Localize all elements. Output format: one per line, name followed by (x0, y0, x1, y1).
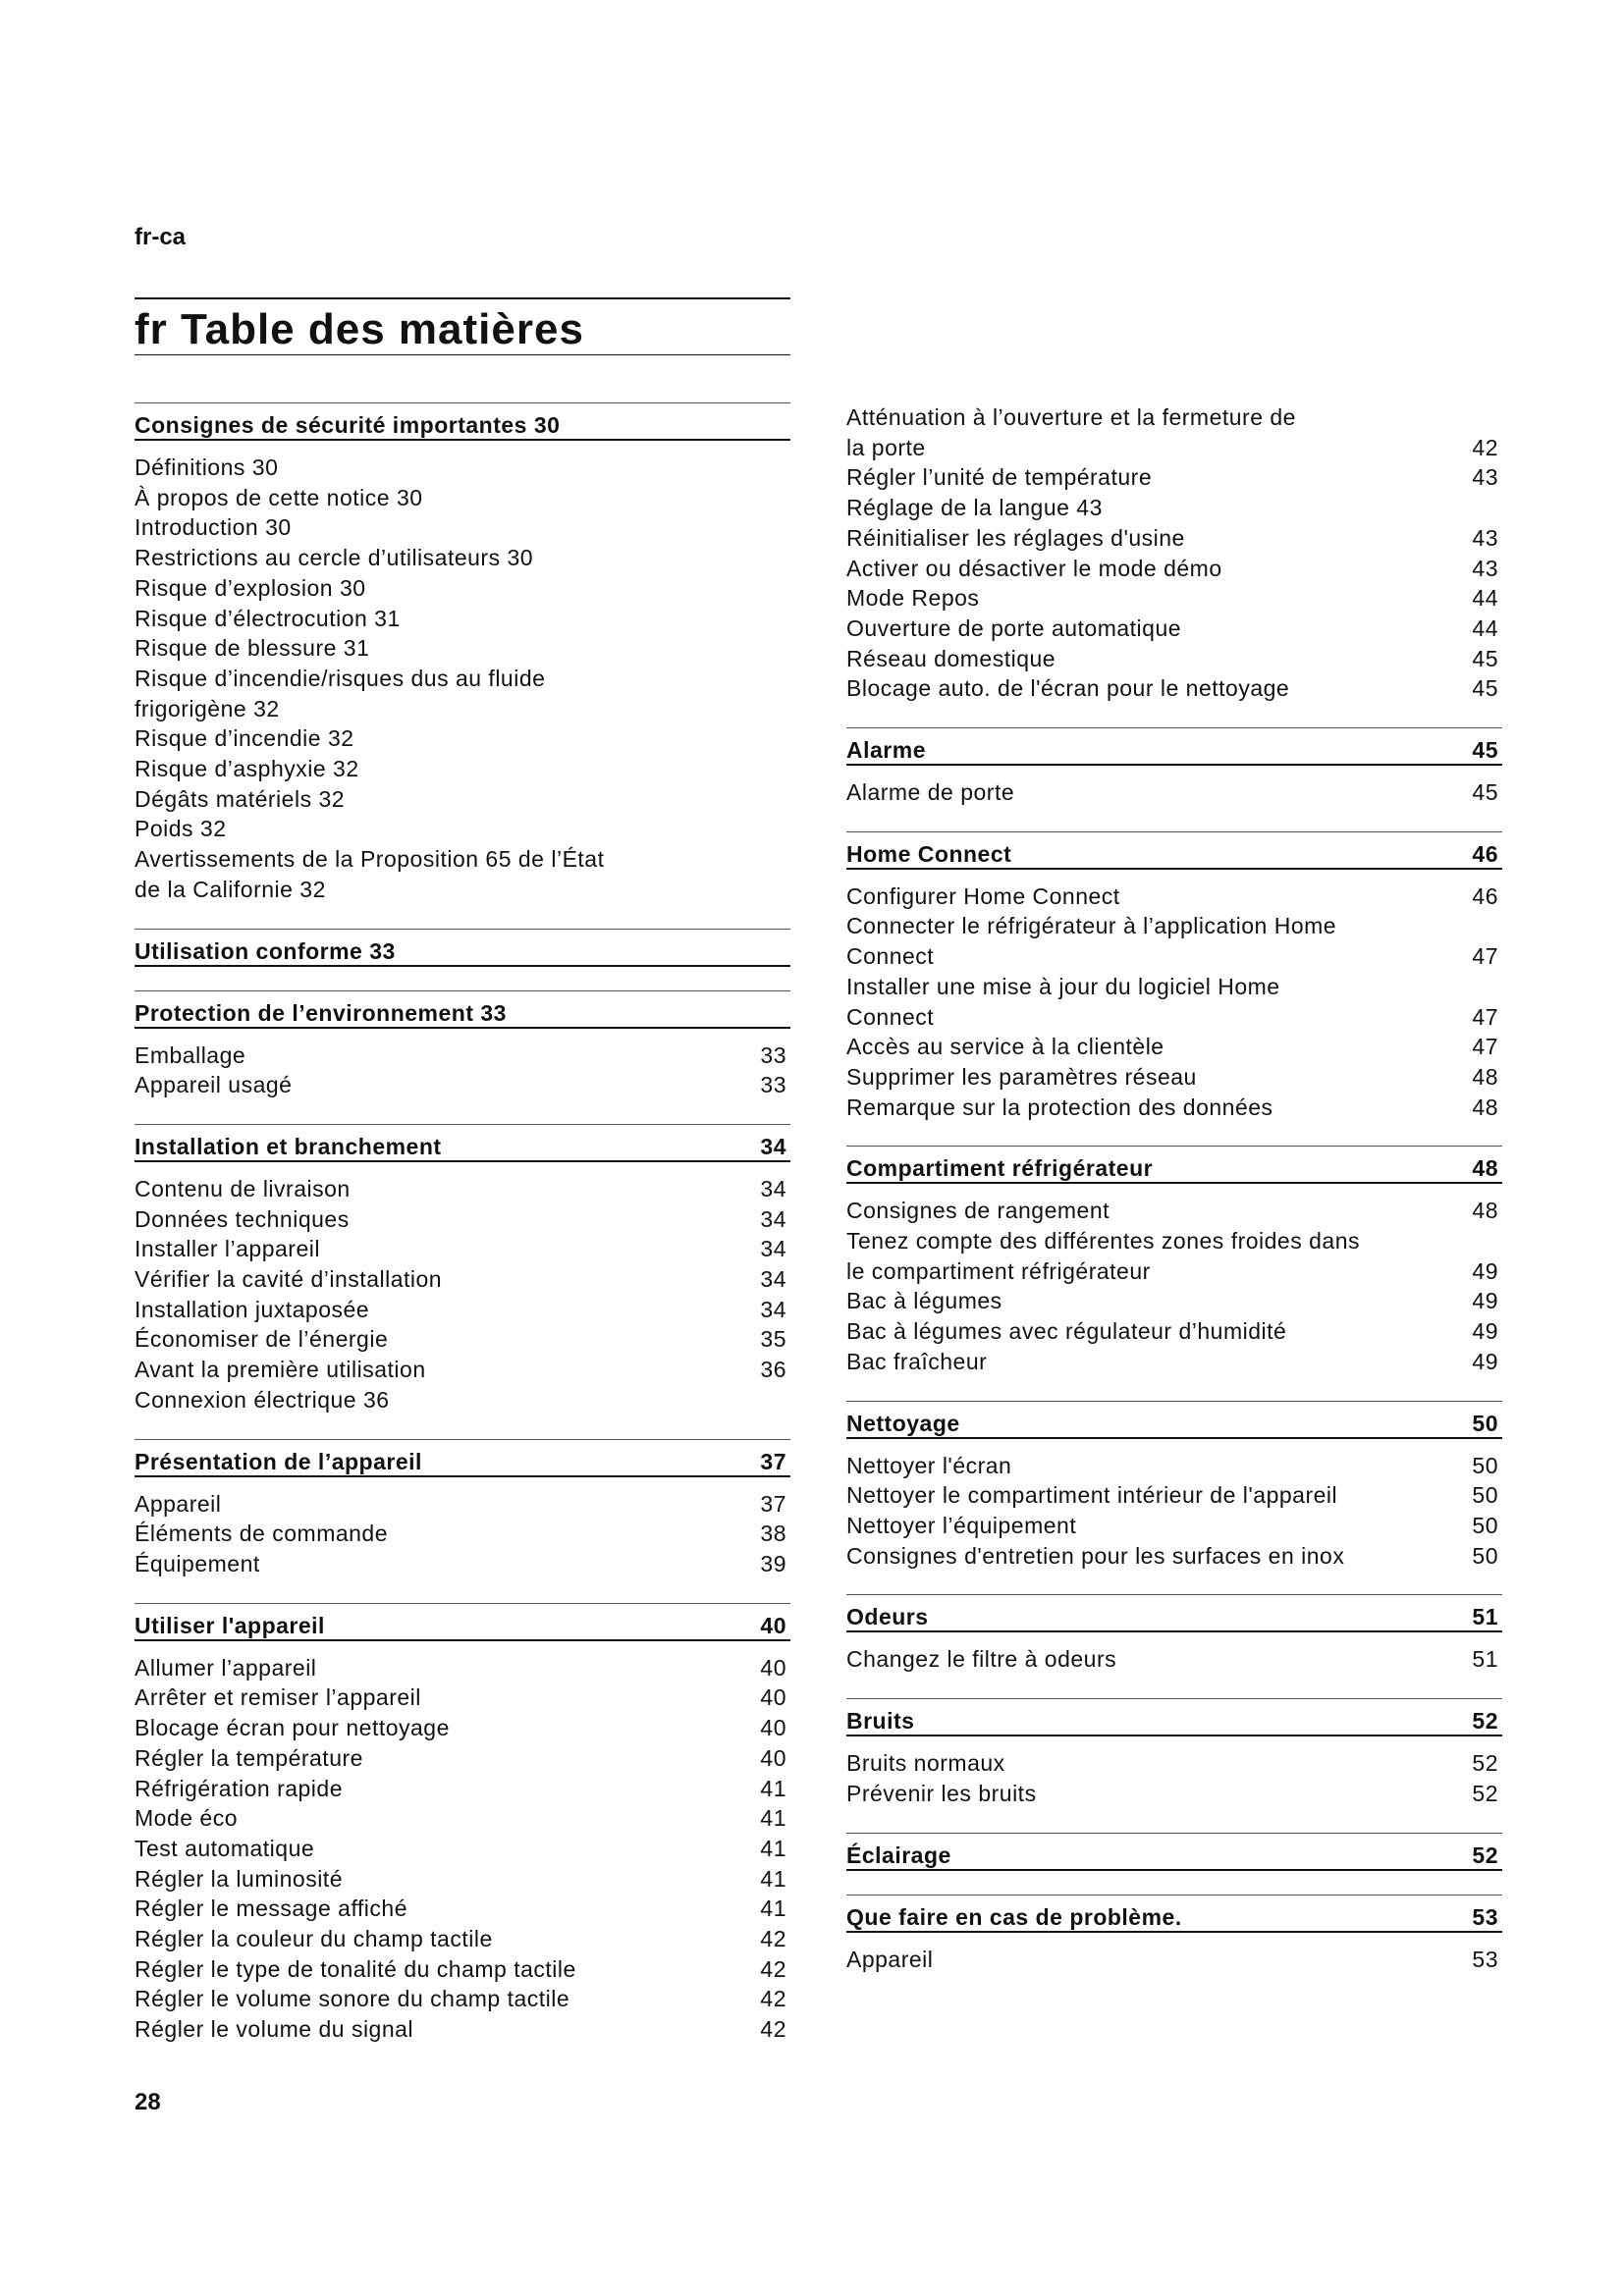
toc-entry-page: 47 (1472, 1003, 1498, 1030)
toc-section (135, 1124, 790, 1415)
toc-entry[interactable] (846, 462, 1502, 493)
toc-entry-page: 45 (1472, 675, 1498, 702)
toc-entry-title: Supprimer les paramètres réseau (846, 1063, 1197, 1090)
toc-entry-title: Bac fraîcheur (846, 1348, 988, 1374)
toc-entry-page: 49 (1472, 1348, 1498, 1374)
toc-entry[interactable] (846, 554, 1502, 584)
toc-entry-page: 35 (760, 1326, 786, 1353)
toc-entry-title: Installer l’appareil (135, 1236, 320, 1262)
toc-entry-page: 36 (760, 1357, 786, 1383)
toc-section (135, 1603, 790, 2045)
toc-section-title: Éclairage (846, 1842, 951, 1868)
toc-entry-page: 38 (760, 1521, 786, 1547)
toc-section-heading[interactable] (135, 1439, 790, 1477)
toc-entry-title: Équipement (135, 1550, 260, 1576)
toc-section-title: Utilisation conforme 33 (135, 937, 396, 964)
toc-entry-page: 43 (1472, 524, 1498, 551)
toc-section-heading[interactable] (846, 1146, 1502, 1184)
toc-entry-title: Atténuation à l’ouverture et la fermeture de la porte (846, 404, 1296, 460)
toc-section-heading[interactable] (135, 1124, 790, 1162)
toc-entry[interactable] (846, 1347, 1502, 1377)
toc-entry[interactable] (846, 1032, 1502, 1062)
toc-entry-page: 48 (1472, 1063, 1498, 1090)
toc-entry-title: Arrêter et remiser l’appareil (135, 1684, 421, 1711)
toc-entry[interactable] (135, 1682, 790, 1713)
toc-entry-title: Régler le volume du signal (135, 2016, 414, 2043)
toc-section-page: 51 (1472, 1604, 1498, 1630)
toc-entry-title: Nettoyer l'écran (846, 1452, 1012, 1478)
toc-entry-title: Activer ou désactiver le mode démo (846, 555, 1222, 581)
toc-entry-title: Définitions 30 (135, 454, 279, 480)
toc-entry[interactable] (135, 573, 790, 604)
toc-entry-title: Régler le message affiché (135, 1896, 407, 1922)
toc-section-heading[interactable] (846, 1698, 1502, 1736)
toc-entry[interactable] (846, 777, 1502, 808)
toc-entry-title: Données techniques (135, 1205, 350, 1232)
toc-entry[interactable] (846, 1945, 1502, 1975)
toc-entry-page: 50 (1472, 1542, 1498, 1569)
toc-entry-title: Bac à légumes (846, 1288, 1002, 1314)
toc-section-page: 40 (760, 1612, 786, 1638)
toc-entry-title: Mode Repos (846, 585, 980, 612)
toc-section-heading[interactable] (846, 1895, 1502, 1933)
toc-section-page: 52 (1472, 1842, 1498, 1868)
toc-entry-title: Réfrigération rapide (135, 1775, 344, 1801)
toc-entry[interactable] (135, 1954, 790, 1985)
toc-entry-page: 41 (760, 1865, 786, 1892)
toc-section-title: Compartiment réfrigérateur (846, 1155, 1154, 1182)
toc-section-title: Nettoyage (846, 1410, 960, 1436)
toc-entry-title: Test automatique (135, 1835, 315, 1861)
toc-section-heading[interactable] (135, 402, 790, 441)
toc-entry-page: 52 (1472, 1780, 1498, 1806)
toc-section-heading[interactable] (135, 990, 790, 1029)
toc-entry[interactable] (846, 402, 1502, 462)
toc-entry-page: 44 (1472, 614, 1498, 641)
toc-section-heading[interactable] (135, 929, 790, 967)
toc-entry[interactable] (135, 1070, 790, 1100)
toc-entry[interactable] (135, 1041, 790, 1071)
toc-entry-page: 39 (760, 1550, 786, 1576)
toc-section-page: 53 (1472, 1903, 1498, 1930)
toc-entry-page: 45 (1472, 779, 1498, 806)
toc-section-page: 52 (1472, 1708, 1498, 1735)
toc-section-title: Que faire en cas de problème. (846, 1903, 1182, 1930)
toc-section (135, 990, 790, 1100)
toc-entry-title: Ouverture de porte automatique (846, 614, 1182, 641)
toc-entry-page: 40 (760, 1715, 786, 1741)
toc-entry-title: Changez le filtre à odeurs (846, 1646, 1117, 1673)
toc-entry-title: Nettoyer le compartiment intérieur de l'appareil (846, 1482, 1338, 1509)
toc-entry-title: Risque d’explosion 30 (135, 574, 366, 601)
toc-entry-page: 41 (760, 1896, 786, 1922)
toc-right-column (846, 402, 1502, 1998)
toc-section-title: Home Connect (846, 840, 1012, 867)
language-code: fr-ca (135, 224, 187, 250)
toc-entry[interactable] (135, 1713, 790, 1743)
toc-entry[interactable] (846, 1541, 1502, 1572)
toc-entry-page: 53 (1472, 1946, 1498, 1972)
toc-section (135, 1439, 790, 1579)
toc-entry-page: 34 (760, 1266, 786, 1293)
toc-entry-page: 41 (760, 1805, 786, 1832)
toc-entry-title: Poids 32 (135, 816, 227, 842)
toc-section (846, 1594, 1502, 1675)
toc-section (135, 929, 790, 967)
toc-entry[interactable] (846, 1644, 1502, 1675)
toc-entry[interactable] (846, 493, 1502, 523)
toc-entry[interactable] (135, 1264, 790, 1295)
toc-entry[interactable] (846, 1196, 1502, 1226)
toc-section-page: 37 (760, 1448, 786, 1474)
toc-entry-title: Configurer Home Connect (846, 882, 1120, 909)
toc-entry[interactable] (846, 1316, 1502, 1347)
toc-entry-page: 41 (760, 1835, 786, 1861)
toc-entry[interactable] (135, 1234, 790, 1264)
toc-entry-page: 33 (760, 1072, 786, 1098)
toc-entry[interactable] (135, 1743, 790, 1774)
toc-entry-page: 34 (760, 1175, 786, 1201)
toc-section-title: Bruits (846, 1708, 915, 1735)
toc-entry[interactable] (135, 1864, 790, 1895)
toc-entry-page: 42 (760, 1986, 786, 2012)
toc-entry[interactable] (135, 1924, 790, 1954)
toc-entry-title: Bruits normaux (846, 1750, 1005, 1777)
toc-entry-title: Prévenir les bruits (846, 1780, 1037, 1806)
toc-entry-title: Introduction 30 (135, 514, 292, 541)
toc-entry[interactable] (135, 1324, 790, 1355)
toc-section-title: Installation et branchement (135, 1133, 442, 1159)
toc-section-title: Présentation de l’appareil (135, 1448, 422, 1474)
toc-entry-page: 48 (1472, 1198, 1498, 1224)
toc-entry-page: 40 (760, 1744, 786, 1771)
toc-entry-page: 42 (760, 1955, 786, 1982)
toc-entry[interactable] (135, 1295, 790, 1325)
toc-entry-title: Consignes d'entretien pour les surfaces en inox (846, 1542, 1345, 1569)
toc-entry[interactable] (135, 664, 790, 723)
toc-entry-title: Contenu de livraison (135, 1175, 351, 1201)
toc-section (846, 1895, 1502, 1975)
toc-entry-page: 50 (1472, 1482, 1498, 1509)
toc-section-page: 50 (1472, 1410, 1498, 1436)
toc-section-title: Consignes de sécurité importantes 30 (135, 412, 561, 438)
toc-entry-page: 51 (1472, 1646, 1498, 1673)
toc-entry[interactable] (135, 1519, 790, 1549)
toc-entry[interactable] (135, 814, 790, 844)
toc-entry-title: Appareil (846, 1946, 934, 1972)
toc-entry-page: 49 (1472, 1288, 1498, 1314)
toc-section (846, 1833, 1502, 1871)
toc-entry-page: 41 (760, 1775, 786, 1801)
toc-entry-page: 52 (1472, 1750, 1498, 1777)
toc-entry-title: Nettoyer l’équipement (846, 1512, 1077, 1538)
toc-section-title: Utiliser l'appareil (135, 1612, 325, 1638)
toc-entry[interactable] (135, 512, 790, 543)
toc-entry[interactable] (135, 1489, 790, 1520)
toc-section-page: 46 (1472, 840, 1498, 867)
toc-entry-page: 43 (1472, 464, 1498, 491)
page-title: fr Table des matières (135, 305, 584, 353)
toc-entry-title: Restrictions au cercle d’utilisateurs 30 (135, 545, 534, 571)
toc-entry-title: Régler la température (135, 1744, 363, 1771)
toc-left-column (135, 402, 790, 2068)
toc-entry-title: Dégâts matériels 32 (135, 785, 346, 812)
toc-entry[interactable] (135, 844, 790, 904)
toc-entry[interactable] (846, 1226, 1502, 1286)
toc-section-heading[interactable] (135, 1603, 790, 1641)
toc-entry-title: Connexion électrique 36 (135, 1386, 390, 1413)
toc-entry[interactable] (135, 1774, 790, 1804)
toc-entry-title: Tenez compte des différentes zones froides dans le compartiment réfrigérateur (846, 1228, 1360, 1284)
toc-entry[interactable] (135, 483, 790, 513)
toc-entry-page: 45 (1472, 645, 1498, 671)
toc-entry-page: 50 (1472, 1452, 1498, 1478)
toc-entry-page: 49 (1472, 1257, 1498, 1284)
toc-entry-title: Blocage écran pour nettoyage (135, 1715, 450, 1741)
toc-entry-page: 42 (760, 1926, 786, 1952)
toc-section (135, 402, 790, 905)
toc-entry[interactable] (846, 1286, 1502, 1316)
toc-entry-title: Éléments de commande (135, 1521, 389, 1547)
toc-entry-page: 47 (1472, 1034, 1498, 1060)
toc-entry[interactable] (846, 614, 1502, 644)
toc-entry[interactable] (846, 1062, 1502, 1093)
toc-entry-title: Régler la couleur du champ tactile (135, 1926, 493, 1952)
toc-entry-title: Réglage de la langue 43 (846, 495, 1103, 521)
toc-entry-title: Connecter le réfrigérateur à l’application Home Connect (846, 913, 1337, 970)
toc-entry-title: Régler le volume sonore du champ tactile (135, 1986, 570, 2012)
toc-entry[interactable] (135, 784, 790, 815)
toc-section-page: 45 (1472, 737, 1498, 764)
toc-entry-title: Réinitialiser les réglages d'usine (846, 524, 1185, 551)
toc-entry-page: 44 (1472, 585, 1498, 612)
toc-entry-title: Appareil usagé (135, 1072, 293, 1098)
toc-entry-title: Régler la luminosité (135, 1865, 343, 1892)
toc-section-heading[interactable] (846, 1594, 1502, 1632)
toc-entry-page: 42 (1472, 434, 1498, 460)
toc-entry-title: Avertissements de la Proposition 65 de l’État de la Californie 32 (135, 846, 605, 902)
toc-entry-title: Vérifier la cavité d’installation (135, 1266, 443, 1293)
toc-entry-title: À propos de cette notice 30 (135, 484, 423, 510)
toc-entry[interactable] (135, 1385, 790, 1415)
toc-entry-page: 33 (760, 1041, 786, 1068)
toc-entry-page: 34 (760, 1236, 786, 1262)
toc-entry[interactable] (135, 723, 790, 754)
toc-entry-title: Allumer l’appareil (135, 1654, 317, 1681)
toc-entry-page: 47 (1472, 943, 1498, 970)
toc-entry-title: Économiser de l’énergie (135, 1326, 389, 1353)
toc-section (846, 831, 1502, 1123)
toc-entry-title: Remarque sur la protection des données (846, 1094, 1273, 1120)
toc-entry-page: 40 (760, 1654, 786, 1681)
toc-entry[interactable] (846, 644, 1502, 674)
toc-entry-title: Consignes de rangement (846, 1198, 1110, 1224)
toc-entry-page: 37 (760, 1490, 786, 1517)
toc-entry-title: Blocage auto. de l'écran pour le nettoyage (846, 675, 1290, 702)
toc-entry-title: Installation juxtaposée (135, 1296, 370, 1322)
toc-entry-page: 34 (760, 1296, 786, 1322)
toc-entry[interactable] (135, 2014, 790, 2045)
toc-entry-title: Installer une mise à jour du logiciel Home Connect (846, 973, 1280, 1030)
page-number: 28 (135, 2089, 161, 2115)
toc-entry[interactable] (135, 633, 790, 664)
toc-entry-title: Réseau domestique (846, 645, 1056, 671)
toc-entry-title: Appareil (135, 1490, 222, 1517)
toc-section-heading[interactable] (846, 831, 1502, 870)
toc-entry[interactable] (135, 453, 790, 483)
toc-entry-title: Risque d’incendie 32 (135, 725, 354, 752)
toc-entry-title: Bac à légumes avec régulateur d’humidité (846, 1318, 1287, 1345)
toc-entry-page: 48 (1472, 1094, 1498, 1120)
toc-entry[interactable] (135, 543, 790, 573)
toc-section-heading[interactable] (846, 727, 1502, 766)
toc-entry-page: 34 (760, 1205, 786, 1232)
toc-section (846, 1146, 1502, 1376)
toc-section-title: Alarme (846, 737, 926, 764)
toc-entry[interactable] (846, 881, 1502, 912)
toc-entry-title: Accès au service à la clientèle (846, 1034, 1164, 1060)
toc-entry[interactable] (135, 604, 790, 634)
toc-entry-title: Risque d’asphyxie 32 (135, 756, 359, 782)
toc-entry[interactable] (846, 1779, 1502, 1809)
toc-section (846, 1401, 1502, 1572)
toc-entry[interactable] (846, 1748, 1502, 1779)
toc-entry[interactable] (135, 1549, 790, 1579)
toc-entry[interactable] (135, 1984, 790, 2014)
toc-entry[interactable] (135, 754, 790, 784)
toc-section (846, 727, 1502, 808)
toc-section-page: 34 (760, 1133, 786, 1159)
toc-entry-page: 40 (760, 1684, 786, 1711)
title-block (135, 297, 790, 355)
toc-entry[interactable] (135, 1803, 790, 1834)
toc-section-title: Odeurs (846, 1604, 929, 1630)
toc-entry-title: Avant la première utilisation (135, 1357, 426, 1383)
toc-entry[interactable] (846, 911, 1502, 971)
toc-entry-page: 43 (1472, 555, 1498, 581)
toc-continued-entries (846, 402, 1502, 704)
toc-entry[interactable] (846, 1451, 1502, 1481)
toc-entry[interactable] (135, 1653, 790, 1683)
toc-section-heading[interactable] (846, 1401, 1502, 1439)
toc-entry[interactable] (846, 583, 1502, 614)
toc-entry[interactable] (846, 972, 1502, 1032)
toc-entry[interactable] (846, 523, 1502, 554)
toc-entry-title: Régler l’unité de température (846, 464, 1153, 491)
toc-entry-page: 49 (1472, 1318, 1498, 1345)
toc-entry[interactable] (846, 1480, 1502, 1511)
toc-entry-title: Alarme de porte (846, 779, 1015, 806)
toc-entry[interactable] (846, 673, 1502, 704)
toc-entry[interactable] (135, 1894, 790, 1924)
toc-entry[interactable] (135, 1834, 790, 1864)
toc-section-heading[interactable] (846, 1833, 1502, 1871)
toc-entry-page: 50 (1472, 1512, 1498, 1538)
toc-entry-title: Risque d’électrocution 31 (135, 605, 401, 631)
toc-entry-title: Risque de blessure 31 (135, 635, 370, 662)
toc-entry[interactable] (135, 1355, 790, 1385)
toc-entry-title: Emballage (135, 1041, 246, 1068)
toc-entry-title: Risque d’incendie/risques dus au fluide frigorigène 32 (135, 665, 546, 721)
toc-entry-title: Mode éco (135, 1805, 239, 1832)
toc-entry-page: 42 (760, 2016, 786, 2043)
toc-entry-title: Régler le type de tonalité du champ tactile (135, 1955, 576, 1982)
toc-entry[interactable] (846, 1093, 1502, 1123)
toc-entry[interactable] (135, 1204, 790, 1235)
toc-entry[interactable] (135, 1174, 790, 1204)
toc-entry-page: 46 (1472, 882, 1498, 909)
toc-section-page: 48 (1472, 1155, 1498, 1182)
toc-entry[interactable] (846, 1511, 1502, 1541)
toc-section (846, 1698, 1502, 1808)
toc-section-title: Protection de l’environnement 33 (135, 999, 507, 1026)
